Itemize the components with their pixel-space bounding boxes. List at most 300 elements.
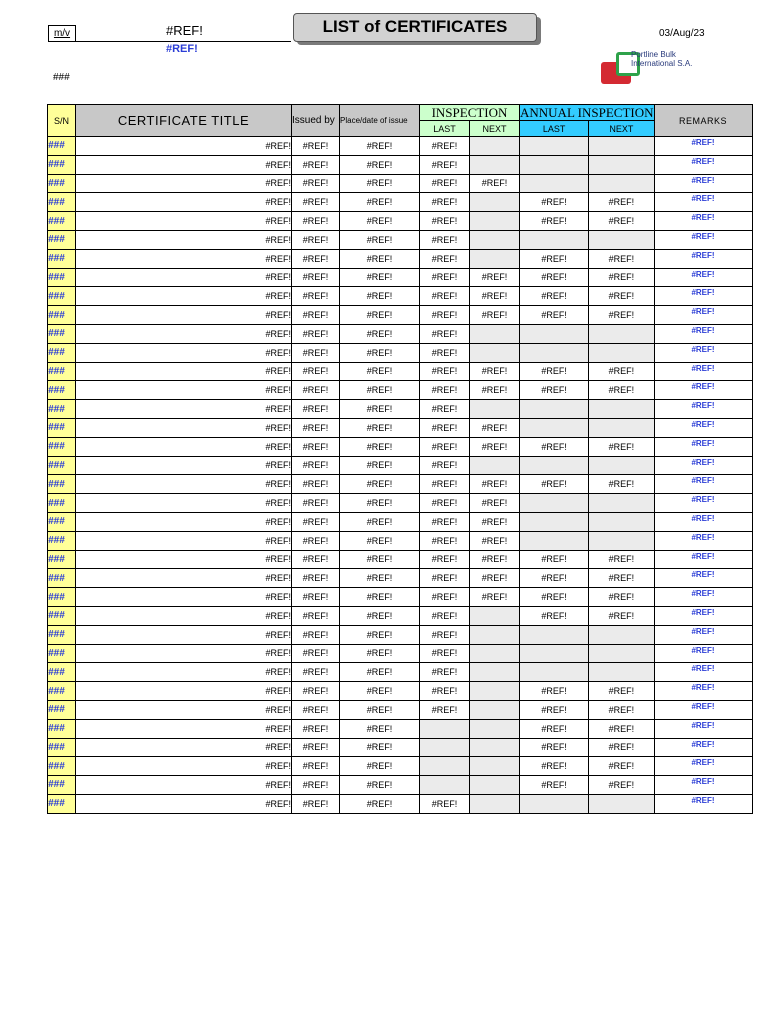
cell-place-date-of-issue: #REF! bbox=[340, 606, 420, 625]
table-row bbox=[48, 268, 753, 287]
vessel-subtitle: #REF! bbox=[166, 43, 198, 55]
cell-issued-by: #REF! bbox=[292, 512, 340, 531]
cell-remarks: #REF! bbox=[654, 569, 752, 588]
cell-inspection-last: #REF! bbox=[420, 249, 470, 268]
cell-certificate-title: #REF! bbox=[76, 381, 292, 400]
cell-inspection-last: #REF! bbox=[420, 475, 470, 494]
cell-serial-number: ### bbox=[48, 193, 76, 212]
cell-serial-number: ### bbox=[48, 456, 76, 475]
cell-inspection-next bbox=[470, 606, 520, 625]
cell-annual-next: #REF! bbox=[589, 268, 654, 287]
cell-annual-last: #REF! bbox=[520, 776, 589, 795]
cell-remarks: #REF! bbox=[654, 757, 752, 776]
cell-remarks: #REF! bbox=[654, 249, 752, 268]
table-row bbox=[48, 588, 753, 607]
cell-serial-number: ### bbox=[48, 381, 76, 400]
cell-inspection-last: #REF! bbox=[420, 437, 470, 456]
cell-certificate-title: #REF! bbox=[76, 625, 292, 644]
cell-inspection-last: #REF! bbox=[420, 193, 470, 212]
cell-inspection-next bbox=[470, 324, 520, 343]
cell-issued-by: #REF! bbox=[292, 155, 340, 174]
table-row bbox=[48, 155, 753, 174]
cell-inspection-next: #REF! bbox=[470, 588, 520, 607]
cell-place-date-of-issue: #REF! bbox=[340, 362, 420, 381]
cell-place-date-of-issue: #REF! bbox=[340, 324, 420, 343]
cell-issued-by: #REF! bbox=[292, 381, 340, 400]
table-row bbox=[48, 475, 753, 494]
cell-annual-next: #REF! bbox=[589, 606, 654, 625]
cell-annual-next: #REF! bbox=[589, 569, 654, 588]
cell-annual-last: #REF! bbox=[520, 719, 589, 738]
cell-inspection-last: #REF! bbox=[420, 512, 470, 531]
cell-certificate-title: #REF! bbox=[76, 569, 292, 588]
cell-annual-last bbox=[520, 137, 589, 156]
table-row bbox=[48, 719, 753, 738]
table-row bbox=[48, 287, 753, 306]
cell-issued-by: #REF! bbox=[292, 663, 340, 682]
cell-annual-last: #REF! bbox=[520, 287, 589, 306]
cell-annual-last bbox=[520, 663, 589, 682]
cell-inspection-next bbox=[470, 193, 520, 212]
cell-issued-by: #REF! bbox=[292, 400, 340, 419]
cell-remarks: #REF! bbox=[654, 212, 752, 231]
cell-annual-last bbox=[520, 174, 589, 193]
cell-remarks: #REF! bbox=[654, 512, 752, 531]
cell-certificate-title: #REF! bbox=[76, 193, 292, 212]
cell-issued-by: #REF! bbox=[292, 230, 340, 249]
cell-serial-number: ### bbox=[48, 738, 76, 757]
cell-certificate-title: #REF! bbox=[76, 137, 292, 156]
cell-certificate-title: #REF! bbox=[76, 682, 292, 701]
cell-annual-last bbox=[520, 418, 589, 437]
cell-certificate-title: #REF! bbox=[76, 550, 292, 569]
cell-remarks: #REF! bbox=[654, 362, 752, 381]
cell-certificate-title: #REF! bbox=[76, 400, 292, 419]
cell-place-date-of-issue: #REF! bbox=[340, 155, 420, 174]
cell-issued-by: #REF! bbox=[292, 193, 340, 212]
cell-inspection-last: #REF! bbox=[420, 155, 470, 174]
cell-issued-by: #REF! bbox=[292, 569, 340, 588]
cell-issued-by: #REF! bbox=[292, 776, 340, 795]
col-annual-inspection-header: ANNUAL INSPECTION bbox=[520, 105, 654, 120]
cell-annual-next: #REF! bbox=[589, 287, 654, 306]
cell-place-date-of-issue: #REF! bbox=[340, 456, 420, 475]
cell-annual-last: #REF! bbox=[520, 475, 589, 494]
cell-inspection-last: #REF! bbox=[420, 324, 470, 343]
cell-place-date-of-issue: #REF! bbox=[340, 193, 420, 212]
cell-issued-by: #REF! bbox=[292, 362, 340, 381]
cell-place-date-of-issue: #REF! bbox=[340, 776, 420, 795]
cell-place-date-of-issue: #REF! bbox=[340, 794, 420, 813]
cell-inspection-last: #REF! bbox=[420, 306, 470, 325]
cell-annual-last bbox=[520, 400, 589, 419]
table-row bbox=[48, 776, 753, 795]
cell-annual-last bbox=[520, 794, 589, 813]
table-row bbox=[48, 193, 753, 212]
cell-remarks: #REF! bbox=[654, 456, 752, 475]
cell-inspection-next bbox=[470, 400, 520, 419]
cell-inspection-last: #REF! bbox=[420, 794, 470, 813]
certificates-table bbox=[47, 104, 753, 814]
table-row bbox=[48, 230, 753, 249]
cell-issued-by: #REF! bbox=[292, 644, 340, 663]
cell-remarks: #REF! bbox=[654, 193, 752, 212]
cell-serial-number: ### bbox=[48, 776, 76, 795]
cell-annual-next bbox=[589, 324, 654, 343]
cell-remarks: #REF! bbox=[654, 494, 752, 513]
vessel-prefix: m/v bbox=[48, 25, 76, 42]
document-number: ### bbox=[53, 72, 70, 83]
cell-inspection-last: #REF! bbox=[420, 343, 470, 362]
cell-certificate-title: #REF! bbox=[76, 418, 292, 437]
cell-inspection-next bbox=[470, 644, 520, 663]
cell-inspection-last: #REF! bbox=[420, 287, 470, 306]
table-row bbox=[48, 625, 753, 644]
cell-annual-last: #REF! bbox=[520, 569, 589, 588]
cell-issued-by: #REF! bbox=[292, 719, 340, 738]
cell-issued-by: #REF! bbox=[292, 588, 340, 607]
cell-place-date-of-issue: #REF! bbox=[340, 418, 420, 437]
cell-place-date-of-issue: #REF! bbox=[340, 569, 420, 588]
table-row bbox=[48, 644, 753, 663]
cell-serial-number: ### bbox=[48, 400, 76, 419]
cell-inspection-last: #REF! bbox=[420, 174, 470, 193]
cell-inspection-next bbox=[470, 155, 520, 174]
col-sn-header: S/N bbox=[48, 105, 76, 137]
cell-certificate-title: #REF! bbox=[76, 776, 292, 795]
cell-annual-next: #REF! bbox=[589, 738, 654, 757]
cell-inspection-last: #REF! bbox=[420, 700, 470, 719]
cell-inspection-next: #REF! bbox=[470, 381, 520, 400]
cell-serial-number: ### bbox=[48, 324, 76, 343]
cell-place-date-of-issue: #REF! bbox=[340, 287, 420, 306]
cell-annual-last: #REF! bbox=[520, 606, 589, 625]
cell-annual-last: #REF! bbox=[520, 757, 589, 776]
cell-place-date-of-issue: #REF! bbox=[340, 512, 420, 531]
cell-annual-next: #REF! bbox=[589, 306, 654, 325]
table-row bbox=[48, 249, 753, 268]
cell-certificate-title: #REF! bbox=[76, 249, 292, 268]
cell-inspection-last: #REF! bbox=[420, 418, 470, 437]
cell-inspection-next bbox=[470, 682, 520, 701]
cell-annual-next bbox=[589, 418, 654, 437]
cell-inspection-next: #REF! bbox=[470, 512, 520, 531]
cell-certificate-title: #REF! bbox=[76, 268, 292, 287]
cell-annual-next: #REF! bbox=[589, 381, 654, 400]
cell-issued-by: #REF! bbox=[292, 494, 340, 513]
cell-inspection-next: #REF! bbox=[470, 494, 520, 513]
table-row bbox=[48, 794, 753, 813]
cell-inspection-last: #REF! bbox=[420, 606, 470, 625]
cell-remarks: #REF! bbox=[654, 137, 752, 156]
cell-certificate-title: #REF! bbox=[76, 287, 292, 306]
cell-issued-by: #REF! bbox=[292, 531, 340, 550]
cell-serial-number: ### bbox=[48, 343, 76, 362]
cell-remarks: #REF! bbox=[654, 682, 752, 701]
cell-inspection-last: #REF! bbox=[420, 625, 470, 644]
table-row bbox=[48, 343, 753, 362]
cell-certificate-title: #REF! bbox=[76, 456, 292, 475]
cell-remarks: #REF! bbox=[654, 719, 752, 738]
cell-issued-by: #REF! bbox=[292, 249, 340, 268]
cell-serial-number: ### bbox=[48, 494, 76, 513]
cell-place-date-of-issue: #REF! bbox=[340, 531, 420, 550]
cell-certificate-title: #REF! bbox=[76, 700, 292, 719]
cell-inspection-last: #REF! bbox=[420, 550, 470, 569]
cell-remarks: #REF! bbox=[654, 606, 752, 625]
cell-certificate-title: #REF! bbox=[76, 757, 292, 776]
cell-inspection-next bbox=[470, 663, 520, 682]
cell-inspection-next bbox=[470, 776, 520, 795]
cell-place-date-of-issue: #REF! bbox=[340, 137, 420, 156]
cell-annual-next: #REF! bbox=[589, 437, 654, 456]
cell-remarks: #REF! bbox=[654, 794, 752, 813]
cell-place-date-of-issue: #REF! bbox=[340, 212, 420, 231]
table-row bbox=[48, 512, 753, 531]
cell-annual-next bbox=[589, 456, 654, 475]
table-row bbox=[48, 606, 753, 625]
cell-remarks: #REF! bbox=[654, 588, 752, 607]
cell-serial-number: ### bbox=[48, 531, 76, 550]
cell-remarks: #REF! bbox=[654, 230, 752, 249]
table-row bbox=[48, 663, 753, 682]
cell-place-date-of-issue: #REF! bbox=[340, 400, 420, 419]
col-inspection-header: INSPECTION bbox=[420, 105, 520, 121]
cell-place-date-of-issue: #REF! bbox=[340, 588, 420, 607]
table-row bbox=[48, 362, 753, 381]
cell-inspection-last: #REF! bbox=[420, 588, 470, 607]
col-place-date-header: Place/date of issue bbox=[340, 105, 420, 137]
col-annual-next: NEXT bbox=[589, 121, 654, 137]
cell-annual-next: #REF! bbox=[589, 700, 654, 719]
table-row bbox=[48, 531, 753, 550]
cell-serial-number: ### bbox=[48, 362, 76, 381]
cell-annual-next bbox=[589, 137, 654, 156]
cell-remarks: #REF! bbox=[654, 776, 752, 795]
cell-annual-next bbox=[589, 230, 654, 249]
cell-issued-by: #REF! bbox=[292, 682, 340, 701]
cell-inspection-next bbox=[470, 249, 520, 268]
cell-serial-number: ### bbox=[48, 306, 76, 325]
cell-annual-last bbox=[520, 644, 589, 663]
cell-issued-by: #REF! bbox=[292, 794, 340, 813]
logo-text bbox=[631, 50, 692, 68]
certificates-table-body bbox=[48, 137, 753, 814]
cell-inspection-last: #REF! bbox=[420, 362, 470, 381]
cell-serial-number: ### bbox=[48, 644, 76, 663]
cell-inspection-next bbox=[470, 738, 520, 757]
cell-inspection-next: #REF! bbox=[470, 287, 520, 306]
cell-issued-by: #REF! bbox=[292, 550, 340, 569]
cell-annual-last: #REF! bbox=[520, 362, 589, 381]
cell-place-date-of-issue: #REF! bbox=[340, 174, 420, 193]
cell-serial-number: ### bbox=[48, 268, 76, 287]
cell-inspection-last bbox=[420, 738, 470, 757]
cell-serial-number: ### bbox=[48, 625, 76, 644]
cell-certificate-title: #REF! bbox=[76, 794, 292, 813]
table-row bbox=[48, 381, 753, 400]
cell-certificate-title: #REF! bbox=[76, 588, 292, 607]
cell-inspection-next bbox=[470, 757, 520, 776]
cell-inspection-next: #REF! bbox=[470, 306, 520, 325]
table-row bbox=[48, 757, 753, 776]
cell-remarks: #REF! bbox=[654, 475, 752, 494]
cell-inspection-last: #REF! bbox=[420, 268, 470, 287]
cell-place-date-of-issue: #REF! bbox=[340, 663, 420, 682]
logo-line-2: International S.A. bbox=[631, 59, 693, 68]
cell-remarks: #REF! bbox=[654, 268, 752, 287]
col-inspection-last: LAST bbox=[420, 121, 470, 137]
cell-remarks: #REF! bbox=[654, 155, 752, 174]
cell-inspection-last: #REF! bbox=[420, 137, 470, 156]
cell-inspection-last bbox=[420, 776, 470, 795]
cell-certificate-title: #REF! bbox=[76, 531, 292, 550]
cell-certificate-title: #REF! bbox=[76, 663, 292, 682]
cell-annual-next: #REF! bbox=[589, 249, 654, 268]
cell-place-date-of-issue: #REF! bbox=[340, 550, 420, 569]
cell-serial-number: ### bbox=[48, 137, 76, 156]
cell-annual-next: #REF! bbox=[589, 212, 654, 231]
cell-remarks: #REF! bbox=[654, 287, 752, 306]
cell-serial-number: ### bbox=[48, 606, 76, 625]
cell-serial-number: ### bbox=[48, 663, 76, 682]
table-row bbox=[48, 550, 753, 569]
cell-place-date-of-issue: #REF! bbox=[340, 700, 420, 719]
cell-inspection-next: #REF! bbox=[470, 174, 520, 193]
cell-issued-by: #REF! bbox=[292, 700, 340, 719]
cell-serial-number: ### bbox=[48, 569, 76, 588]
cell-annual-last: #REF! bbox=[520, 700, 589, 719]
table-row bbox=[48, 738, 753, 757]
table-row bbox=[48, 324, 753, 343]
cell-serial-number: ### bbox=[48, 437, 76, 456]
cell-remarks: #REF! bbox=[654, 437, 752, 456]
cell-remarks: #REF! bbox=[654, 400, 752, 419]
cell-annual-next bbox=[589, 644, 654, 663]
col-title-header: CERTIFICATE TITLE bbox=[76, 105, 292, 137]
cell-certificate-title: #REF! bbox=[76, 306, 292, 325]
cell-annual-last bbox=[520, 230, 589, 249]
cell-remarks: #REF! bbox=[654, 306, 752, 325]
cell-issued-by: #REF! bbox=[292, 456, 340, 475]
cell-inspection-last: #REF! bbox=[420, 230, 470, 249]
cell-inspection-next bbox=[470, 230, 520, 249]
cell-annual-next: #REF! bbox=[589, 588, 654, 607]
cell-place-date-of-issue: #REF! bbox=[340, 343, 420, 362]
cell-annual-last: #REF! bbox=[520, 306, 589, 325]
cell-serial-number: ### bbox=[48, 287, 76, 306]
vessel-name-underline bbox=[75, 41, 291, 42]
cell-place-date-of-issue: #REF! bbox=[340, 625, 420, 644]
cell-annual-next: #REF! bbox=[589, 550, 654, 569]
logo-line-1: Portline Bulk bbox=[631, 50, 676, 59]
cell-serial-number: ### bbox=[48, 230, 76, 249]
cell-certificate-title: #REF! bbox=[76, 362, 292, 381]
cell-remarks: #REF! bbox=[654, 531, 752, 550]
cell-inspection-last: #REF! bbox=[420, 381, 470, 400]
cell-certificate-title: #REF! bbox=[76, 738, 292, 757]
cell-certificate-title: #REF! bbox=[76, 212, 292, 231]
cell-remarks: #REF! bbox=[654, 644, 752, 663]
cell-issued-by: #REF! bbox=[292, 437, 340, 456]
cell-inspection-last: #REF! bbox=[420, 531, 470, 550]
cell-inspection-next bbox=[470, 456, 520, 475]
cell-inspection-next: #REF! bbox=[470, 362, 520, 381]
table-row bbox=[48, 682, 753, 701]
cell-issued-by: #REF! bbox=[292, 343, 340, 362]
table-row bbox=[48, 137, 753, 156]
cell-place-date-of-issue: #REF! bbox=[340, 475, 420, 494]
cell-issued-by: #REF! bbox=[292, 606, 340, 625]
cell-annual-next bbox=[589, 400, 654, 419]
cell-annual-last: #REF! bbox=[520, 249, 589, 268]
cell-inspection-last: #REF! bbox=[420, 663, 470, 682]
cell-place-date-of-issue: #REF! bbox=[340, 644, 420, 663]
cell-remarks: #REF! bbox=[654, 625, 752, 644]
cell-issued-by: #REF! bbox=[292, 738, 340, 757]
cell-annual-next bbox=[589, 155, 654, 174]
cell-annual-last bbox=[520, 494, 589, 513]
cell-annual-last bbox=[520, 625, 589, 644]
cell-remarks: #REF! bbox=[654, 174, 752, 193]
cell-inspection-next: #REF! bbox=[470, 569, 520, 588]
table-row bbox=[48, 306, 753, 325]
col-issued-by-header: Issued by bbox=[292, 105, 340, 137]
cell-annual-last: #REF! bbox=[520, 212, 589, 231]
cell-serial-number: ### bbox=[48, 794, 76, 813]
cell-annual-next bbox=[589, 625, 654, 644]
cell-annual-next: #REF! bbox=[589, 719, 654, 738]
cell-certificate-title: #REF! bbox=[76, 324, 292, 343]
cell-annual-next bbox=[589, 531, 654, 550]
cell-certificate-title: #REF! bbox=[76, 155, 292, 174]
cell-inspection-next bbox=[470, 212, 520, 231]
cell-annual-next: #REF! bbox=[589, 362, 654, 381]
cell-inspection-next: #REF! bbox=[470, 475, 520, 494]
cell-annual-next bbox=[589, 494, 654, 513]
cell-place-date-of-issue: #REF! bbox=[340, 306, 420, 325]
cell-issued-by: #REF! bbox=[292, 475, 340, 494]
cell-inspection-last: #REF! bbox=[420, 569, 470, 588]
cell-annual-last: #REF! bbox=[520, 588, 589, 607]
cell-inspection-next bbox=[470, 794, 520, 813]
cell-certificate-title: #REF! bbox=[76, 174, 292, 193]
vessel-name: #REF! bbox=[166, 23, 203, 38]
cell-inspection-next bbox=[470, 719, 520, 738]
cell-annual-last bbox=[520, 531, 589, 550]
cell-annual-next: #REF! bbox=[589, 757, 654, 776]
cell-inspection-next: #REF! bbox=[470, 418, 520, 437]
table-row bbox=[48, 437, 753, 456]
cell-annual-next: #REF! bbox=[589, 193, 654, 212]
cell-annual-last bbox=[520, 324, 589, 343]
cell-annual-next: #REF! bbox=[589, 776, 654, 795]
cell-inspection-next: #REF! bbox=[470, 437, 520, 456]
cell-place-date-of-issue: #REF! bbox=[340, 230, 420, 249]
cell-annual-last: #REF! bbox=[520, 550, 589, 569]
table-row bbox=[48, 700, 753, 719]
cell-place-date-of-issue: #REF! bbox=[340, 381, 420, 400]
cell-serial-number: ### bbox=[48, 682, 76, 701]
cell-inspection-next: #REF! bbox=[470, 268, 520, 287]
cell-annual-next: #REF! bbox=[589, 682, 654, 701]
cell-certificate-title: #REF! bbox=[76, 494, 292, 513]
cell-issued-by: #REF! bbox=[292, 625, 340, 644]
cell-inspection-last bbox=[420, 757, 470, 776]
cell-serial-number: ### bbox=[48, 757, 76, 776]
cell-inspection-next bbox=[470, 343, 520, 362]
table-row bbox=[48, 174, 753, 193]
